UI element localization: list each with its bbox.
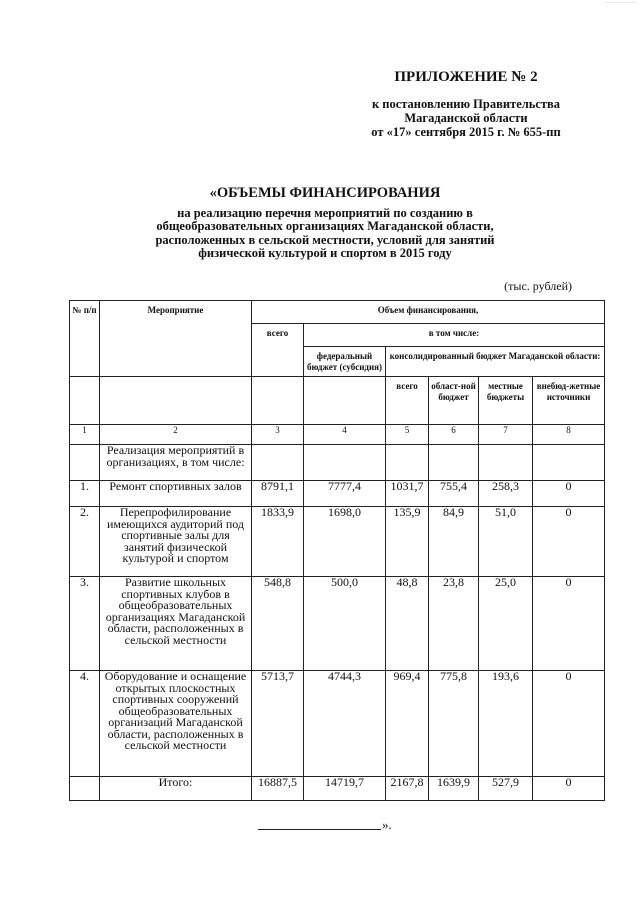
row-number: 4.	[70, 671, 100, 777]
header-extra: внебюд-жетные источники	[533, 377, 605, 425]
units-label: (тыс. рублей)	[504, 279, 572, 293]
header-federal: федеральный бюджет (субсидия)	[304, 347, 386, 377]
intro-cell	[533, 445, 605, 481]
header-num: № п/п	[70, 301, 100, 377]
intro-event: Реализация мероприятий в организациях, в том числе:	[100, 445, 252, 481]
row-number: 3.	[70, 577, 100, 671]
row-regional: 775,8	[429, 671, 479, 777]
appendix-title: ПРИЛОЖЕНИЕ № 2	[394, 69, 538, 85]
intro-cell	[304, 445, 386, 481]
header-event: Мероприятие	[100, 301, 252, 377]
col-number: 2	[100, 425, 252, 445]
document-title-block	[90, 187, 560, 261]
row-total: 1833,9	[252, 507, 304, 577]
header-consolidated: консолидированный бюджет Магаданской области:	[386, 347, 605, 377]
row-total: 548,8	[252, 577, 304, 671]
row-local: 51,0	[479, 507, 533, 577]
row-regional: 755,4	[429, 481, 479, 507]
document-subtitle-2: общеобразовательных организациях Магаданской области,	[156, 219, 494, 233]
row-extra: 0	[533, 507, 605, 577]
row-federal: 1698,0	[304, 507, 386, 577]
header-federal-cont	[304, 377, 386, 425]
appendix-block	[330, 70, 602, 139]
appendix-line-1: к постановлению Правительства	[371, 97, 561, 111]
intro-cell	[252, 445, 304, 481]
header-num-cont	[70, 377, 100, 425]
row-regional: 23,8	[429, 577, 479, 671]
document-subtitle-3: расположенных в сельской местности, условий для занятий	[155, 232, 495, 247]
intro-cell	[386, 445, 429, 481]
row-local: 258,3	[479, 481, 533, 507]
row-total: 5713,7	[252, 671, 304, 777]
row-regional: 84,9	[429, 507, 479, 577]
totals-label: Итого:	[100, 777, 252, 801]
row-event: Перепрофилирование имеющихся аудиторий под спортивные залы для занятий физической культурой и спортом	[100, 507, 252, 577]
header-including: в том числе:	[304, 324, 605, 347]
col-number: 4	[304, 425, 386, 445]
row-extra: 0	[533, 577, 605, 671]
document-subtitle-1: на реализацию перечня мероприятий по созданию в	[177, 205, 473, 220]
row-event: Ремонт спортивных залов	[100, 481, 252, 507]
col-number: 5	[386, 425, 429, 445]
row-federal: 4744,3	[304, 671, 386, 777]
row-event: Развитие школьных спортивных клубов в общеобразовательных организациях Магаданской области, расположенных в сельской местности	[100, 577, 252, 671]
header-local: местные бюджеты	[479, 377, 533, 425]
totals-regional: 1639,9	[429, 777, 479, 801]
header-volume: Объем финансирования,	[252, 301, 605, 324]
row-local: 25,0	[479, 577, 533, 671]
row-cons-total: 48,8	[386, 577, 429, 671]
row-number: 1.	[70, 481, 100, 507]
totals-local: 527,9	[479, 777, 533, 801]
col-number: 6	[429, 425, 479, 445]
header-event-cont	[100, 377, 252, 425]
row-event: Оборудование и оснащение открытых плоскостных спортивных сооружений общеобразовательных организаций Магаданской области, расположенных в сельской местности	[100, 671, 252, 777]
totals-cons-total: 2167,8	[386, 777, 429, 801]
document-title: «ОБЪЕМЫ ФИНАНСИРОВАНИЯ	[209, 185, 441, 201]
row-total: 8791,1	[252, 481, 304, 507]
financing-table	[69, 300, 605, 801]
totals-total: 16887,5	[252, 777, 304, 801]
corner-mark: —————	[606, 0, 636, 6]
totals-extra: 0	[533, 777, 605, 801]
signature-line	[258, 817, 381, 830]
header-cons-total: всего	[386, 377, 429, 425]
col-number: 1	[70, 425, 100, 445]
header-regional: област-ной бюджет	[429, 377, 479, 425]
row-federal: 500,0	[304, 577, 386, 671]
row-local: 193,6	[479, 671, 533, 777]
header-total: всего	[252, 324, 304, 377]
row-cons-total: 969,4	[386, 671, 429, 777]
row-extra: 0	[533, 481, 605, 507]
totals-num	[70, 777, 100, 801]
appendix-line-2: Магаданской области	[404, 111, 528, 125]
row-number: 2.	[70, 507, 100, 577]
document-subtitle-4: физической культурой и спортом в 2015 году	[198, 246, 452, 260]
closing-quote: ».	[382, 817, 392, 832]
col-number: 7	[479, 425, 533, 445]
header-total-cont	[252, 377, 304, 425]
row-cons-total: 135,9	[386, 507, 429, 577]
intro-cell	[429, 445, 479, 481]
col-number: 3	[252, 425, 304, 445]
row-federal: 7777,4	[304, 481, 386, 507]
row-cons-total: 1031,7	[386, 481, 429, 507]
intro-num	[70, 445, 100, 481]
row-extra: 0	[533, 671, 605, 777]
intro-cell	[479, 445, 533, 481]
col-number: 8	[533, 425, 605, 445]
appendix-line-3: от «17» сентября 2015 г. № 655-пп	[371, 125, 561, 139]
totals-federal: 14719,7	[304, 777, 386, 801]
